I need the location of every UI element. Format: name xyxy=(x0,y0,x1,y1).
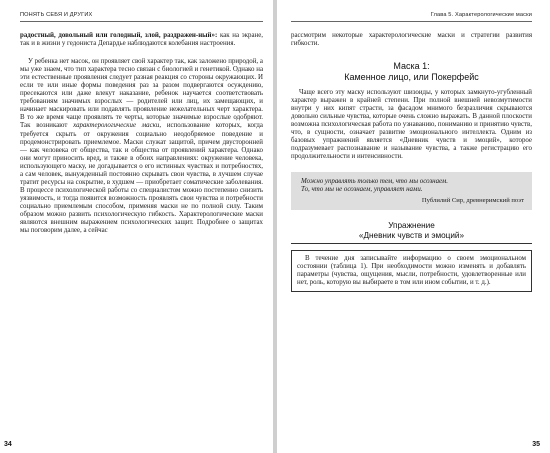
page-number-right: 35 xyxy=(532,441,540,448)
exercise-text: В течение дня записывайте информацию о своем эмоциональном состоянии (таблица 1). При необходимости можно изменять и добавлять параметры (чувства, ощущения, мысли, потребности, удовлетворенные или нет, роль, которую вы выбираете в том или ином событии, и т. д.). xyxy=(297,254,526,287)
epigraph-box xyxy=(291,172,532,210)
quote-author: Публилий Сир, древнеримский поэт xyxy=(421,196,524,204)
italic-term: характерологические маски xyxy=(73,122,160,130)
top-rest-text: как на экране, так и в жизни у гедониста Депардье наблюдаются колебания настроения. xyxy=(20,32,264,48)
main-paragraph: У ребенка нет масок, он проявляет свой характер так, как заложено природой, а мы уже знаем, что тип характера тесно связан с биологией и генетикой. Однако на эти естественные проявления следует разная реакция со стороны окружающих. И если те или иные формы поведения раз за разом подвергаются осуждению, пресекаются или даже влекут наказание, ребенок научается соответствовать требованиям значимых взрослых — родителей или лиц, их замещающих, и начинает маскировать или подавлять проявление нежелательных черт характера. В то же время чаще проявлять те черты, которые значимые взрослые одобряют. Так возникают характерологические маски, использование которых, когда требуется скрыть от окружения социально неодобряемое поведение и продемонстрировать приемлемое. Маски служат защитой, причем двусторонней — как человека от общества, так и общества от проявлений характера. Однако они могут приносить вред, и также в обоих направлениях: окружение человека, использующего маску, не догадывается о его истинных чувствах и потребностях, а сам человек, вынужденный постоянно скрывать свои чувства, в лучшем случае тратит ресурсы на сокрытие, в худшем — приобретает соматические заболевания. В процессе психологической работы со специалистом можно постепенно снизить уязвимость, и тогда появится возможность проявлять свои чувства и потребности социально приемлемым способом, применяя маски не по полной силу. Таким образом можно развить психологическую гибкость. Характерологические маски являются внешним выражением психологических защит. Подробнее о защитах мы поговорим далее, а сейчас xyxy=(20,58,263,235)
page-number-left: 34 xyxy=(4,441,12,448)
mask-title: Маска 1: xyxy=(393,61,430,72)
intro-paragraph: рассмотрим некоторые характерологические маски и стратегии развития гибкости. xyxy=(291,32,532,48)
mask-paragraph: Чаще всего эту маску используют шизоиды, у которых замкнуто-угубленный характер выражен в крайней степени. При полной внешней невозмутимости внутри у них кипят страсти, за фасадом мнимого безразличия скрываются довольно сильные чувства, которые очень сложно выражать. В данной плоскости возможна психологическая работа по узнаванию, пониманию и принятию чувств, что, в сущности, означает развитие эмоционального интеллекта. Одним из базовых упражнений является «Дневник чувств и эмоций», которое подразумевает распознавание и называние чувства, а также регистрацию его продолжительности и интенсивности. xyxy=(291,89,532,161)
quote-line-1: Можно управлять только тем, что мы осознаем. xyxy=(301,177,449,185)
exercise-box xyxy=(291,250,532,292)
header-rule-right xyxy=(291,21,532,22)
quote-line-2: То, что мы не осознаем, управляет нами. xyxy=(301,185,423,193)
running-header-left: ПОНЯТЬ СЕБЯ И ДРУГИХ xyxy=(20,12,93,18)
mask-subtitle: Каменное лицо, или Покерфейс xyxy=(344,72,479,83)
running-header-right: Глава 5. Характерологические маски xyxy=(430,12,532,18)
left-page xyxy=(0,0,273,453)
mask-heading xyxy=(291,61,532,83)
right-page xyxy=(277,0,550,453)
header-rule-left xyxy=(20,21,263,22)
top-paragraph xyxy=(20,32,263,48)
exercise-name: «Дневник чувств и эмоций» xyxy=(291,231,532,244)
exercise-heading xyxy=(291,221,532,244)
exercise-title: Упражнение xyxy=(388,220,435,230)
top-bold-text: радостный, довольный или голодный, злой, раздражен-ный»: xyxy=(20,32,218,39)
